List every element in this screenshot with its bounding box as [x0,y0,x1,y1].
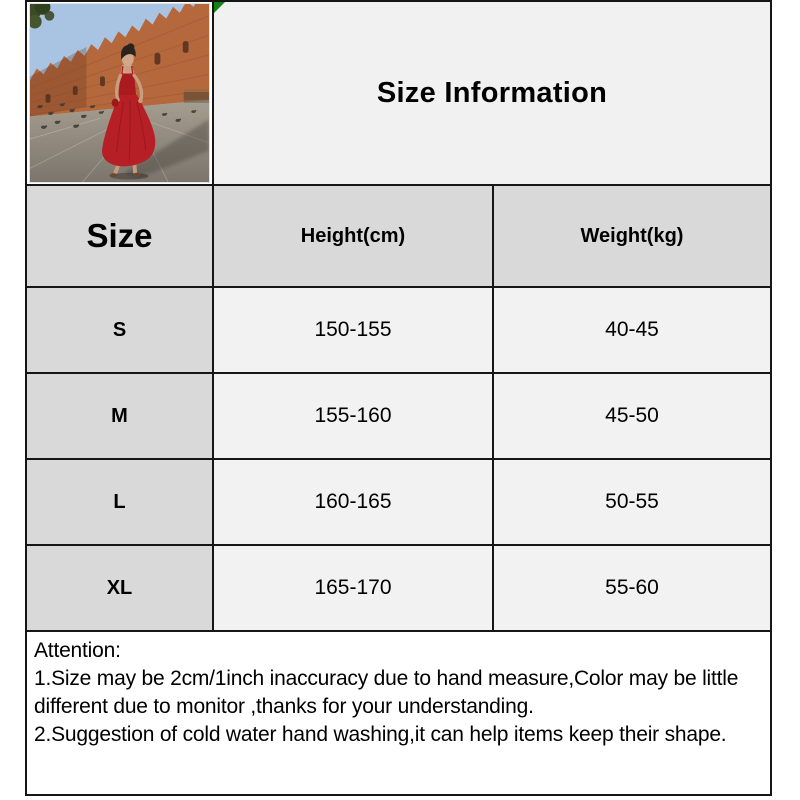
column-header-height: Height(cm) [214,186,494,288]
green-corner-flag-icon [214,2,225,13]
size-cell-m: M [27,374,214,460]
size-information-title: Size Information [376,76,608,109]
weight-cell-s: 40-45 [494,288,770,374]
size-information-header [214,2,770,186]
attention-note-1: 1.Size may be 2cm/1inch inaccuracy due to hand measure,Color may be little different due to monitor ,thanks for your understanding. [34,667,739,718]
height-cell-l: 160-165 [214,460,494,546]
stone-ledge [184,89,209,92]
product-photo-cell [27,2,214,186]
column-header-weight: Weight(kg) [494,186,770,288]
column-header-size: Size [27,186,214,288]
attention-note [27,632,770,794]
size-cell-s: S [27,288,214,374]
weight-cell-m: 45-50 [494,374,770,460]
weight-cell-xl: 55-60 [494,546,770,632]
height-cell-m: 155-160 [214,374,494,460]
weight-cell-l: 50-55 [494,460,770,546]
attention-title: Attention: [34,639,121,662]
product-photo [29,3,210,183]
size-cell-l: L [27,460,214,546]
size-information-table [25,0,772,796]
attention-note-2: 2.Suggestion of cold water hand washing,it can help items keep their shape. [34,723,727,746]
height-cell-xl: 165-170 [214,546,494,632]
height-cell-s: 150-155 [214,288,494,374]
size-cell-xl: XL [27,546,214,632]
product-photo-illustration [30,4,209,182]
